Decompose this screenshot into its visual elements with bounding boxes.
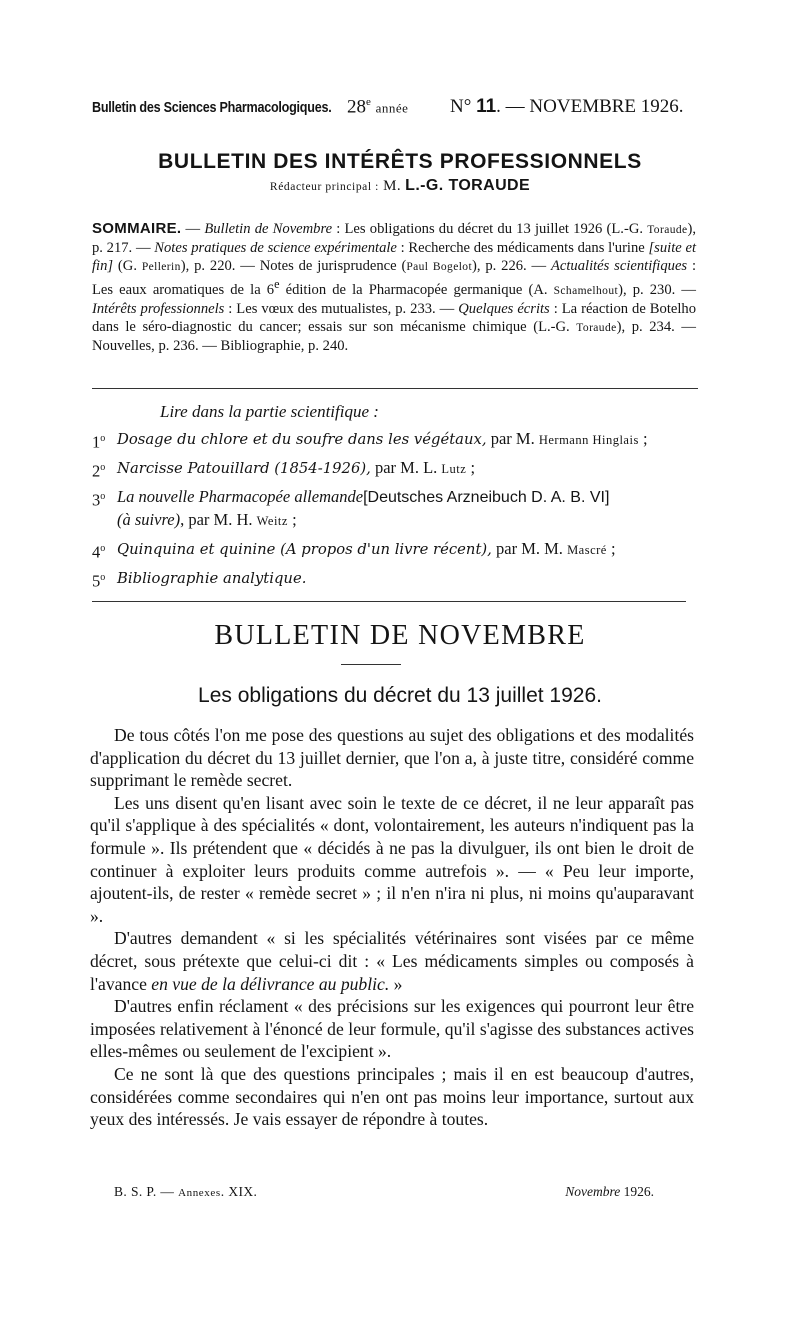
summary-block: SOMMAIRE. — Bulletin de Novembre : Les obligations du décret du 13 juillet 1926 (L.-G. Toraude), p. 217. — Notes pratiques de science expérimentale : Recherche des médicaments dans l'urine [suite et fin] (G. Pellerin), p. 220. — Notes de jurisprudence (Paul Bogelot), p. 226. — Actualités scientifiques : Les eaux aromatiques de la 6e édition de la Pharmacopée germanique (A. Schamelhout), p. 230. — Intérêts professionnels : Les vœux des mutualistes, p. 233. — Quelques écrits : La réaction de Botelho dans le séro-diagnostic du cancer; essais sur son mécanisme chimique (L.-G. Toraude), p. 234. — Nouvelles, p. 236. — Bibliographie, p. 240.: [92, 220, 697, 354]
summary-divider: [92, 388, 698, 389]
list-item: 4$^o$ Quinquina et quinine (A propos d'un livre récent), par M. M. Mascré ;: [92, 539, 616, 562]
journal-name: Bulletin des Sciences Pharmacologiques.: [92, 99, 332, 116]
running-head: [92, 96, 692, 122]
editor-line: Rédacteur principal : M. L.-G. TORAUDE: [269, 177, 531, 194]
list-item: 1$^o$ Dosage du chlore et du soufre dans les végétaux, par M. Hermann Hinglais ;: [92, 429, 648, 452]
year-label: 28e année: [347, 96, 409, 118]
footer-signature: B. S. P. — Annexes. XIX.: [114, 1184, 258, 1199]
list-item: 2$^o$ Narcisse Patouillard (1854-1926), par M. L. Lutz ;: [92, 458, 476, 481]
list-item: 3$^o$ La nouvelle Pharmacopée allemande[Deutsches Arzneibuch D. A. B. VI] (à suivre), par M. H. Weitz ;: [92, 487, 610, 529]
paragraph: D'autres enfin réclament « des précisions sur les exigences qui pourront leur être imposées relativement à l'énoncé de leur formule, qu'il s'agisse des substances actives elles-mêmes ou seulement de l'excipient ».: [90, 996, 694, 1062]
read-heading: Lire dans la partie scientifique :: [160, 402, 379, 421]
title-underline: [341, 664, 401, 665]
footer-date: Novembre 1926.: [565, 1184, 654, 1199]
article-body: [90, 724, 694, 1131]
bulletin-title: BULLETIN DE NOVEMBRE: [214, 620, 586, 651]
section-divider: [92, 601, 686, 602]
paragraph: Les uns disent qu'en lisant avec soin le texte de ce décret, il ne leur apparaît pas qu'il s'applique à des spécialités « dont, volontairement, les auteurs n'indiquent pas la formule ». Ils prétendent que « décidés à ne pas la divulguer, ils ont bien le droit de continuer à exploiter leurs produits comme autrefois ». — « Peu leur importe, ajoutent-ils, de rester « remède secret » ; il n'en n'ira ni plus, ni moins qu'auparavant ».: [90, 792, 694, 926]
paragraph: De tous côtés l'on me pose des questions au sujet des obligations et des modalités d'application du décret du 13 juillet dernier, que l'on a, à juste titre, considéré comme supprimant le remède secret.: [90, 725, 694, 791]
section-title: BULLETIN DES INTÉRÊTS PROFESSIONNELS: [158, 150, 642, 173]
read-list: [92, 428, 702, 596]
issue-label: N° 11. — NOVEMBRE 1926.: [450, 96, 684, 117]
paragraph: D'autres demandent « si les spécialités vétérinaires sont visées par ce même décret, sous prétexte que celui-ci dit : « Les médicaments simples ou composés à l'avance en vue de la délivrance au public. »: [90, 928, 694, 994]
article-title: Les obligations du décret du 13 juillet 1926.: [198, 684, 602, 707]
list-item: 5$^o$ Bibliographie analytique.: [92, 570, 307, 591]
paragraph: Ce ne sont là que des questions principales ; mais il en est beaucoup d'autres, considérées comme secondaires qui n'en ont pas moins leur importance, surtout aux yeux des intéressés. Je vais essayer de répondre à toutes.: [90, 1063, 694, 1130]
summary-label: SOMMAIRE.: [92, 220, 182, 237]
